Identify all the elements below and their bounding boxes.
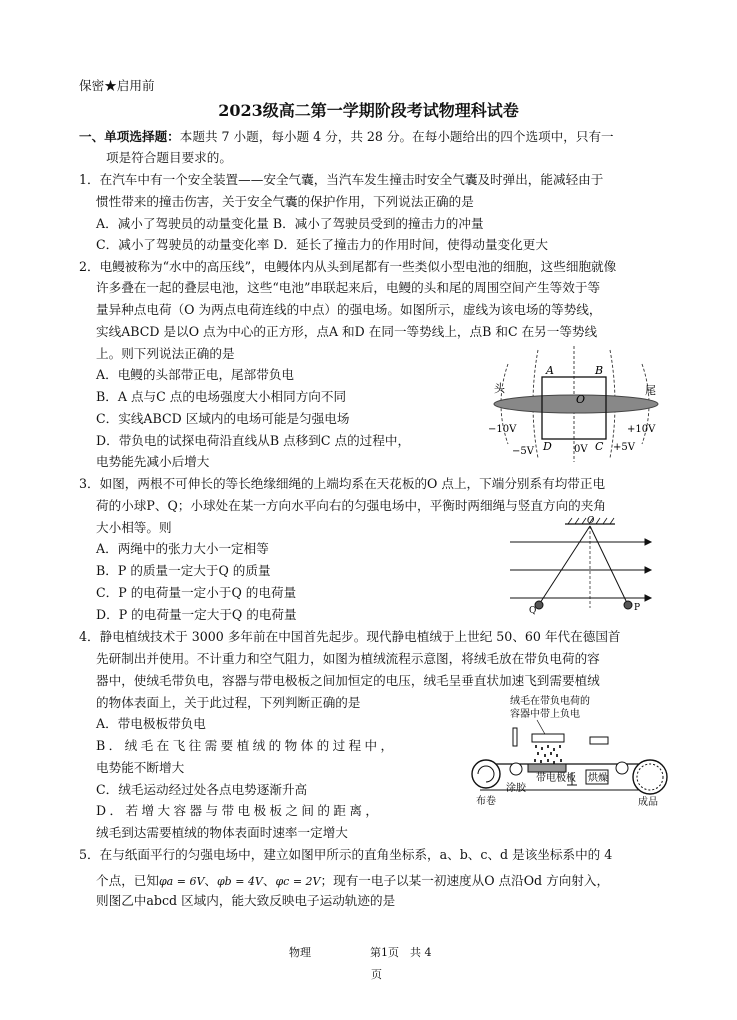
q4-stem-line3: 器中，使绒毛带负电，容器与带电极板之间加恒定的电压，绒毛呈垂直状加速飞到需要植绒 xyxy=(96,673,600,688)
q2-stem-line4: 实线ABCD 是以O 点为中心的正方形，点A 和D 在同一等势线上，点B 和C 在另一等势线 xyxy=(96,324,598,339)
q5-stem-line2-pre: 个点，已知 xyxy=(96,873,159,888)
q3-stem-line2: 荷的小球P、Q；小球处在某一方向水平向右的匀强电场中，平衡时两细绳与竖直方向的夹角 xyxy=(96,498,606,513)
label-plus5v: +5V xyxy=(613,442,635,453)
page-title: 2023级高二第一学期阶段考试物理科试卷 xyxy=(218,101,519,120)
q2-option-a: A．电鳗的头部带正电，尾部带负电 xyxy=(96,367,295,382)
q5-stem-line2-post: ；现有一电子以某一初速度从O 点沿Od 方向射入， xyxy=(320,873,610,888)
label-tail: 尾 xyxy=(645,384,656,397)
q3-stem-line3: 大小相等。则 xyxy=(96,520,172,535)
q2-stem-line5: 上。则下列说法正确的是 xyxy=(96,346,235,361)
label-a: A xyxy=(546,364,554,377)
q2-stem-line3: 量异种点电荷（O 为两点电荷连线的中点）的强电场。如图所示，虚线为该电场的等势线， xyxy=(96,302,602,317)
fiber-particles xyxy=(534,745,562,764)
q4-stem-line4: 的物体表面上，关于此过程，下列判断正确的是 xyxy=(96,695,361,710)
eel-field-figure xyxy=(486,344,666,464)
q3-option-a: A．两绳中的张力大小一定相等 xyxy=(96,541,269,556)
product-roll xyxy=(633,760,667,794)
q3-option-b: B．P 的质量一定大于Q 的质量 xyxy=(96,563,271,578)
phi-c: φc = 2V xyxy=(275,875,321,888)
string-p xyxy=(590,526,627,603)
q4-option-b-line2: 电势能不断增大 xyxy=(96,760,185,775)
q5-stem-line1: 5．在与纸面平行的匀强电场中，建立如图甲所示的直角坐标系，a、b、c、d 是该坐标系中的 4 xyxy=(79,847,613,862)
section-intro-text: 本题共 7 小题，每小题 4 分，共 28 分。在每小题给出的四个选项中，只有一 xyxy=(179,129,614,144)
label-d: D xyxy=(543,440,552,453)
section-heading: 一、单项选择题： xyxy=(79,129,180,144)
charged-plate xyxy=(528,764,566,772)
q3-option-c: C．P 的电荷量一定小于Q 的电荷量 xyxy=(96,585,297,600)
q2-option-d-line1: D．带负电的试探电荷沿直线从B 点移到C 点的过程中， xyxy=(96,433,411,448)
q5-stem-line2: 个点，已知φa = 6V、φb = 4V、φc = 2V；现有一电子以某一初速度从O 点沿Od 方向射入， xyxy=(96,873,610,888)
section-intro-line2: 项是符合题目要求的。 xyxy=(106,150,232,165)
caption-line2: 容器中带上负电 xyxy=(510,709,580,720)
phi-b: φb = 4V xyxy=(216,875,263,888)
label-b: B xyxy=(595,364,604,377)
phi-a: φa = 6V xyxy=(158,875,205,888)
q2-stem-line1: 2．电鳗被称为“水中的高压线”，电鳗体内从头到尾都有一些类似小型电池的细胞，这些细胞就像 xyxy=(79,259,617,274)
label-o: O xyxy=(576,393,586,406)
q4-stem-line2: 先研制出并使用。不计重力和空气阻力，如图为植绒流程示意图，将绒毛放在带负电荷的容 xyxy=(96,651,600,666)
footer-page: 第1页 共 4 xyxy=(370,946,432,959)
label-plus10v: +10V xyxy=(627,424,656,435)
fiber-container xyxy=(532,734,564,742)
q3-stem-line1: 3．如图，两根不可伸长的等长绝缘细绳的上端均系在天花板的O 点上，下端分别系有均带正电 xyxy=(79,476,606,491)
label-head: 头 xyxy=(494,382,505,395)
guide-roller xyxy=(616,762,628,774)
label-p: P xyxy=(634,603,641,613)
section-intro-line1 xyxy=(79,129,614,145)
q4-stem-line1: 4．静电植绒技术于 3000 多年前在中国首先起步。现代静电植绒于上世纪 50、60 年代在德国首 xyxy=(79,629,621,644)
label-0v: 0V xyxy=(574,444,588,455)
glue-roller xyxy=(510,763,522,775)
q4-option-b-line1: B．绒毛在飞往需要植绒的物体的过程中， xyxy=(96,738,397,753)
label-minus5v: −5V xyxy=(512,446,534,457)
string-q xyxy=(540,526,590,603)
pendulum-figure xyxy=(505,514,655,620)
footer-subject: 物理 xyxy=(289,946,311,959)
q4-option-c: C．绒毛运动经过处各点电势逐渐升高 xyxy=(96,782,308,797)
footer-page-cont: 页 xyxy=(371,968,382,981)
q1-options-ab: A．减小了驾驶员的动量变化量 B．减小了驾驶员受到的撞击力的冲量 xyxy=(96,216,484,231)
label-glue: 涂胶 xyxy=(506,783,526,794)
cloth-roll xyxy=(472,760,500,788)
label-dry: 烘燥 xyxy=(588,773,608,784)
label-minus10v: −10V xyxy=(488,424,517,435)
q4-option-a: A．带电极板带负电 xyxy=(96,716,206,731)
q1-stem-line2: 惯性带来的撞击伤害，关于安全气囊的保护作用，下列说法正确的是 xyxy=(96,194,474,209)
q4-option-d-line2: 绒毛到达需要植绒的物体表面时速率一定增大 xyxy=(96,825,348,840)
ball-p xyxy=(624,601,632,609)
label-product: 成品 xyxy=(638,797,658,808)
caption-line1: 绒毛在带负电荷的 xyxy=(510,696,590,707)
q2-option-d-line2: 电势能先减小后增大 xyxy=(96,454,210,469)
confidential-label: 保密★启用前 xyxy=(79,78,155,93)
label-o: O xyxy=(587,516,595,526)
label-plate: 带电极板 xyxy=(536,773,576,784)
dryer-top xyxy=(590,737,608,744)
q2-stem-line2: 许多叠在一起的叠层电池，这些“电池”串联起来后，电鳗的头和尾的周围空间产生等效于等 xyxy=(96,280,601,295)
q1-stem-line1: 1．在汽车中有一个安全装置——安全气囊，当汽车发生撞击时安全气囊及时弹出，能减轻由于 xyxy=(79,172,604,187)
q1-options-cd: C．减小了驾驶员的动量变化率 D．延长了撞击力的作用时间，使得动量变化更大 xyxy=(96,237,548,252)
flocking-process-figure xyxy=(462,692,672,810)
q3-option-d: D．P 的电荷量一定大于Q 的电荷量 xyxy=(96,607,297,622)
q2-option-b: B．A 点与C 点的电场强度大小相同方向不同 xyxy=(96,389,347,404)
field-lines xyxy=(510,539,651,601)
q2-option-c: C．实线ABCD 区域内的电场可能是匀强电场 xyxy=(96,411,350,426)
label-c: C xyxy=(595,440,604,453)
label-q: Q xyxy=(529,606,537,616)
q4-option-d-line1: D．若增大容器与带电极板之间的距离， xyxy=(96,803,382,818)
q5-stem-line3: 则图乙中abcd 区域内，能大致反映电子运动轨迹的是 xyxy=(96,893,396,908)
label-cloth: 布卷 xyxy=(476,796,496,807)
glue-roller-guide xyxy=(513,728,517,746)
